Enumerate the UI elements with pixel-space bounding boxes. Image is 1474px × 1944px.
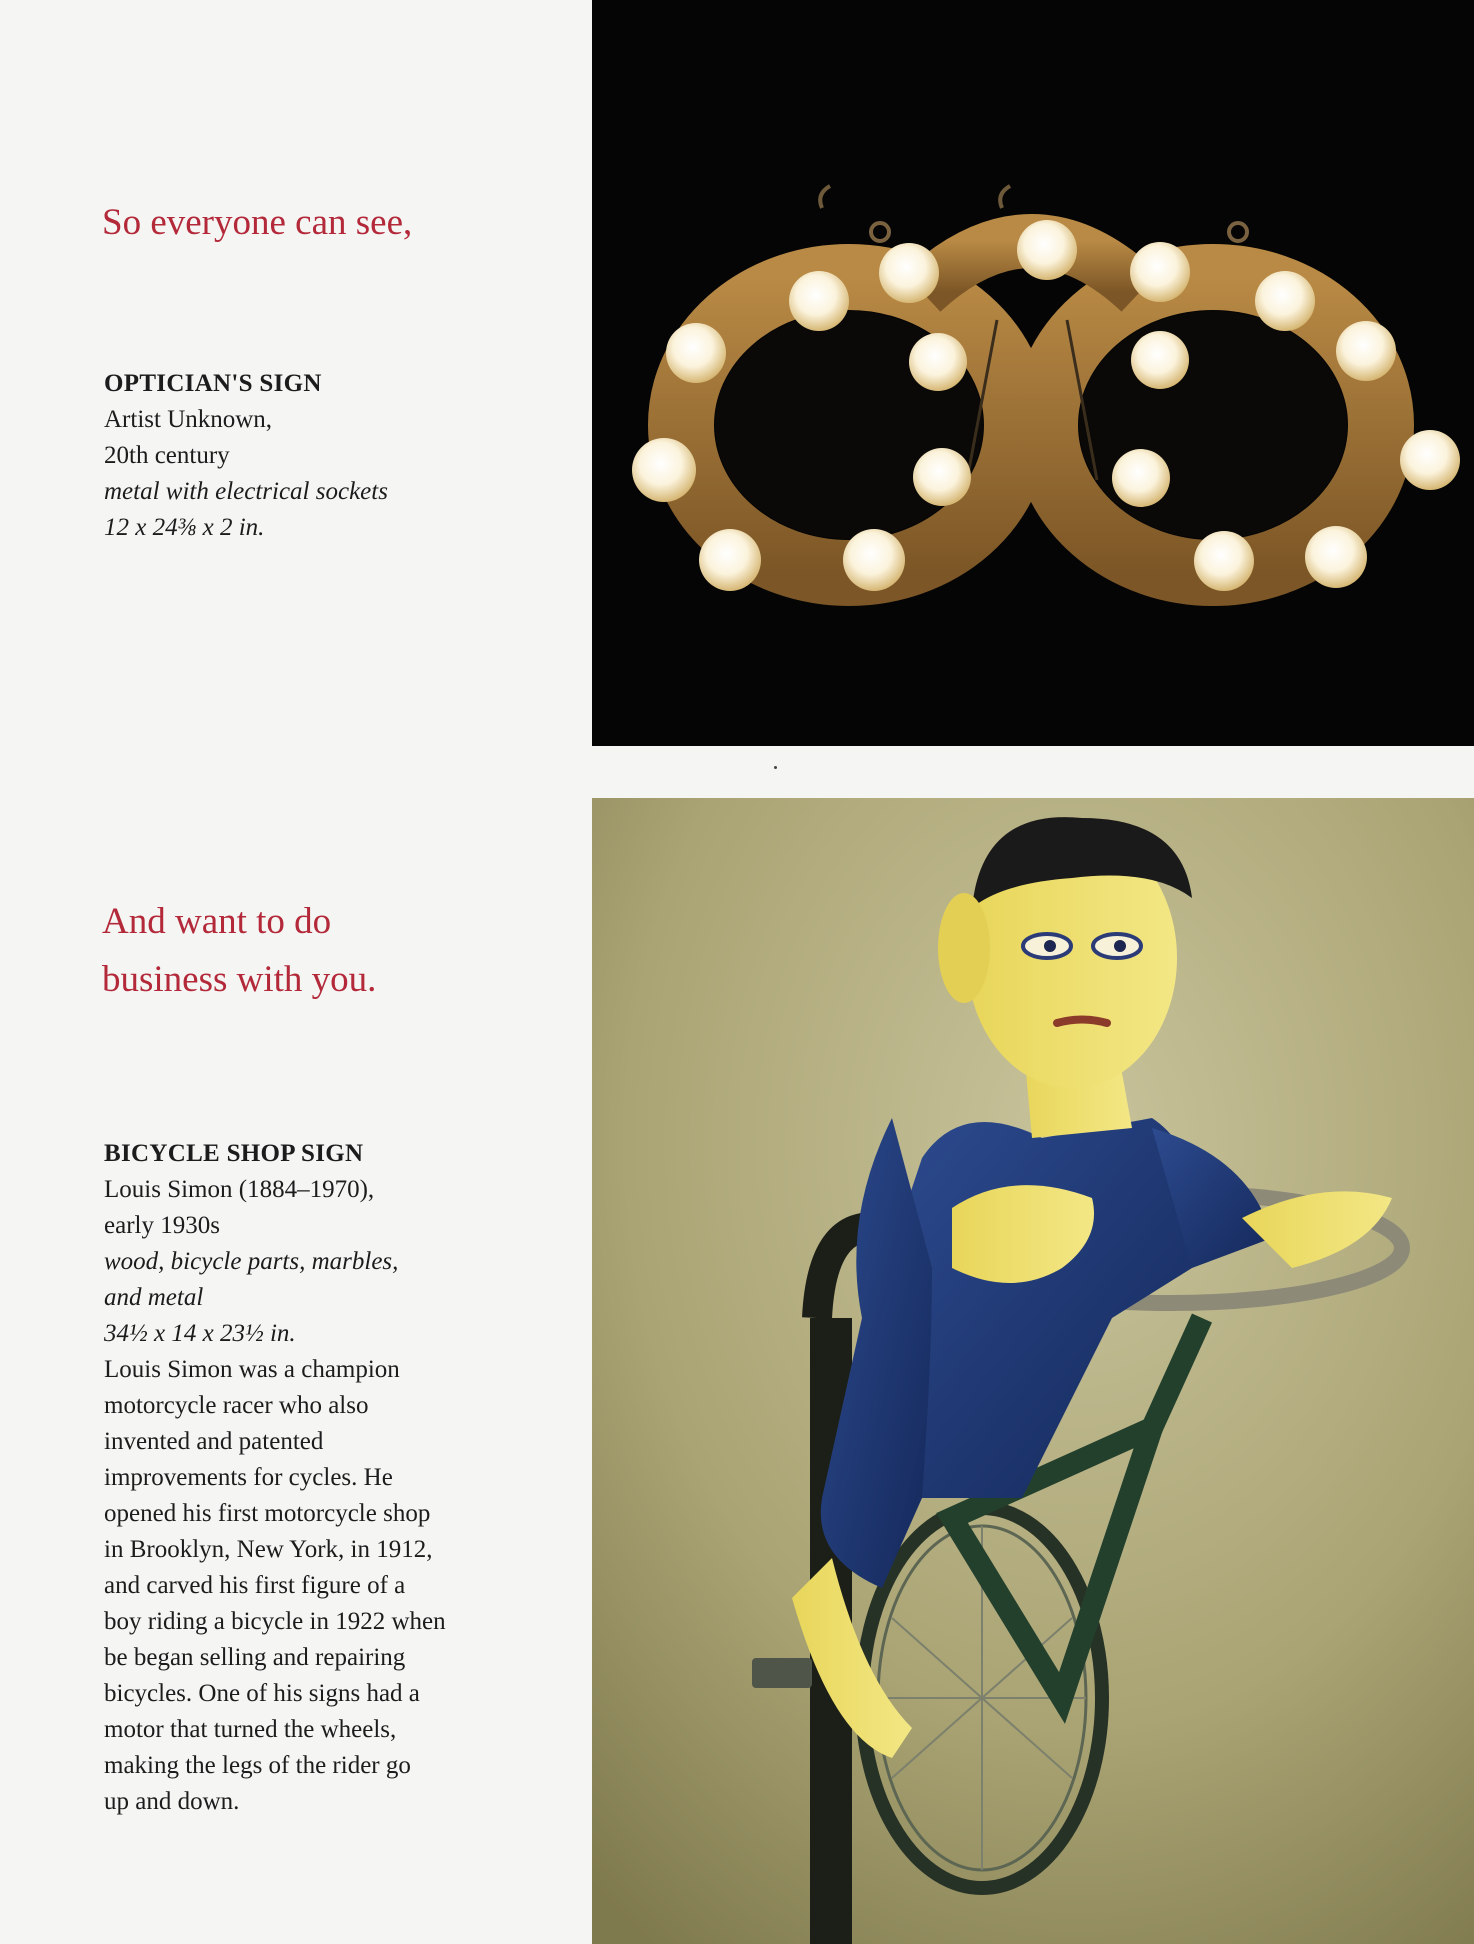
illuminated-eyeglasses-image: [592, 0, 1474, 746]
caption-description: [104, 1352, 544, 1820]
optician-sign-photo: [592, 0, 1474, 746]
description-line: motorcycle racer who also: [104, 1392, 369, 1419]
heading-line-2: business with you.: [102, 959, 377, 1000]
page-speck: [774, 766, 777, 769]
description-line: bicycles. One of his signs had a: [104, 1680, 420, 1707]
description-line: making the legs of the rider go: [104, 1752, 411, 1779]
caption-title: OPTICIAN'S SIGN: [104, 370, 322, 397]
caption-date: 20th century: [104, 442, 230, 469]
description-line: in Brooklyn, New York, in 1912,: [104, 1536, 433, 1563]
bicycle-sign-caption: [104, 1136, 544, 1820]
caption-artist: Louis Simon (1884–1970),: [104, 1176, 375, 1203]
description-line: improvements for cycles. He: [104, 1464, 393, 1491]
bicycle-sign-photo: [592, 798, 1474, 1944]
description-line: boy riding a bicycle in 1922 when: [104, 1608, 446, 1635]
description-line: Louis Simon was a champion: [104, 1356, 400, 1383]
caption-medium-line-2: and metal: [104, 1284, 204, 1311]
optician-sign-caption: [104, 366, 544, 546]
description-line: be began selling and repairing: [104, 1644, 406, 1671]
description-line: and carved his first figure of a: [104, 1572, 406, 1599]
caption-dimensions: 34½ x 14 x 23½ in.: [104, 1320, 296, 1347]
heading-and-want-to-do-business: [102, 893, 376, 1009]
description-line: opened his first motorcycle shop: [104, 1500, 431, 1527]
heading-so-everyone-can-see: So everyone can see,: [102, 202, 413, 243]
heading-line-1: And want to do: [102, 901, 332, 942]
description-line: invented and patented: [104, 1428, 324, 1455]
caption-dimensions: 12 x 24⅜ x 2 in.: [104, 514, 265, 541]
carved-bicycle-rider-image: [592, 798, 1474, 1944]
description-line: up and down.: [104, 1788, 240, 1815]
description-line: motor that turned the wheels,: [104, 1716, 397, 1743]
caption-medium-line-1: wood, bicycle parts, marbles,: [104, 1248, 399, 1275]
caption-title: BICYCLE SHOP SIGN: [104, 1140, 364, 1167]
caption-medium: metal with electrical sockets: [104, 478, 388, 505]
caption-date: early 1930s: [104, 1212, 220, 1239]
caption-artist: Artist Unknown,: [104, 406, 273, 433]
